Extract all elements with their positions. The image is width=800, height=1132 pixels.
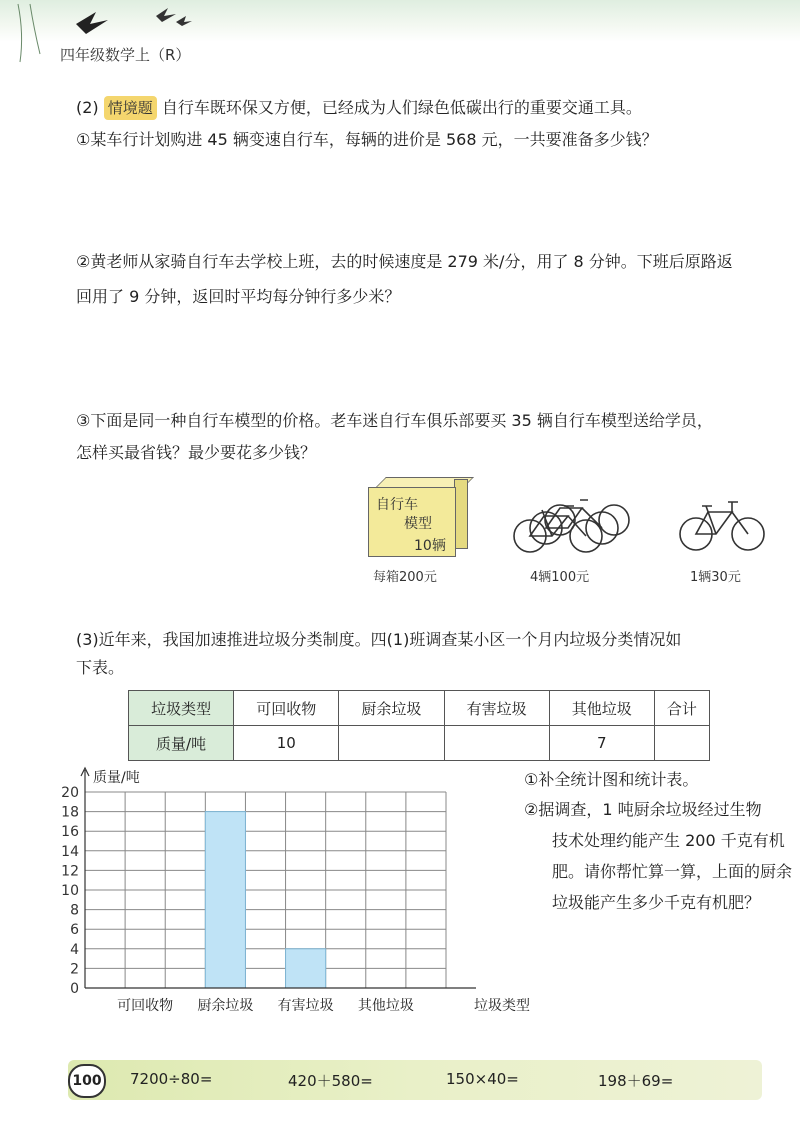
q3-task2-line3: 肥。请你帮忙算一算，上面的厨余 <box>552 862 793 881</box>
bicycle-group-icon <box>508 480 638 556</box>
table-header-cell: 厨余垃圾 <box>339 691 444 726</box>
table-cell[interactable] <box>339 726 444 761</box>
table-header-row <box>129 691 710 726</box>
y-tick-label: 20 <box>61 785 79 801</box>
q2-part2-line2: 回用了 9 分钟，返回时平均每分钟行多少米？ <box>76 287 401 306</box>
page-label: 四年级数学上（R） <box>60 46 191 64</box>
q2-number: (2) <box>76 98 99 117</box>
q3-task2-line2: 技术处理约能产生 200 千克有机 <box>552 831 785 850</box>
x-tick-label: 其他垃圾 <box>357 998 414 1014</box>
q2-tag: 情境题 <box>104 96 157 120</box>
bar <box>205 812 245 988</box>
y-tick-label: 16 <box>61 824 79 841</box>
option-caption-single: 1辆30元 <box>690 570 741 585</box>
table-cell[interactable]: 10 <box>234 726 339 761</box>
y-tick-label: 0 <box>70 981 79 997</box>
table-header-cell: 垃圾类型 <box>129 691 234 726</box>
table-cell[interactable] <box>654 726 709 761</box>
table-row-label: 质量/吨 <box>129 726 234 761</box>
y-tick-label: 2 <box>70 961 79 978</box>
table-cell[interactable]: 7 <box>549 726 654 761</box>
y-axis-label: 质量/吨 <box>93 770 140 786</box>
calc-item: 420＋580= <box>288 1072 373 1090</box>
q2-part1: ①某车行计划购进 45 辆变速自行车，每辆的进价是 568 元，一共要准备多少钱？ <box>76 130 658 149</box>
box-label-3: 10辆 <box>414 538 446 554</box>
y-tick-label: 10 <box>61 883 79 899</box>
q3-task2-line1: ②据调查，1 吨厨余垃圾经过生物 <box>524 800 762 819</box>
page-number: 100 <box>68 1064 106 1098</box>
x-tick-label: 可回收物 <box>117 998 174 1014</box>
y-tick-label: 8 <box>70 902 79 919</box>
box-label-1: 自行车 <box>376 497 418 513</box>
bicycle-icon <box>678 494 768 554</box>
x-tick-label: 有害垃圾 <box>277 998 334 1014</box>
q2-intro-line <box>76 96 642 120</box>
table-header-cell: 有害垃圾 <box>444 691 549 726</box>
option-caption-box: 每箱200元 <box>373 570 437 585</box>
q2-part3-line2: 怎样买最省钱？最少要花多少钱？ <box>76 443 317 462</box>
garbage-stats-table <box>128 690 710 761</box>
garbage-bar-chart <box>50 762 530 1020</box>
q2-part3-line1: ③下面是同一种自行车模型的价格。老车迷自行车俱乐部要买 35 辆自行车模型送给学员， <box>76 411 713 430</box>
model-box-side <box>454 479 468 549</box>
box-label-2: 模型 <box>404 516 432 532</box>
x-axis-label: 垃圾类型 <box>474 998 530 1014</box>
table-header-cell: 合计 <box>654 691 709 726</box>
q3-task2-line4: 垃圾能产生多少千克有机肥？ <box>552 893 761 912</box>
table-row <box>129 726 710 761</box>
calc-item: 198＋69= <box>598 1072 674 1090</box>
y-tick-label: 18 <box>61 804 79 821</box>
q3-line2: 下表。 <box>76 658 125 677</box>
q3-task1: ①补全统计图和统计表。 <box>524 770 699 789</box>
calc-item: 150×40= <box>446 1070 519 1088</box>
q2-intro: 自行车既环保又方便，已经成为人们绿色低碳出行的重要交通工具。 <box>161 98 642 117</box>
y-tick-label: 12 <box>61 863 79 880</box>
q2-part2-line1: ②黄老师从家骑自行车去学校上班，去的时候速度是 279 米/分，用了 8 分钟。下班后原路返 <box>76 252 733 271</box>
y-tick-label: 4 <box>70 941 79 958</box>
y-tick-label: 14 <box>61 843 79 860</box>
option-caption-group: 4辆100元 <box>530 570 590 585</box>
table-header-cell: 可回收物 <box>234 691 339 726</box>
table-cell[interactable] <box>444 726 549 761</box>
table-header-cell: 其他垃圾 <box>549 691 654 726</box>
x-tick-label: 厨余垃圾 <box>197 998 254 1014</box>
y-tick-label: 6 <box>70 922 79 939</box>
q3-line1: (3)近年来，我国加速推进垃圾分类制度。四(1)班调查某小区一个月内垃圾分类情况如 <box>76 630 682 649</box>
calc-item: 7200÷80= <box>130 1070 213 1088</box>
bar <box>286 949 326 988</box>
